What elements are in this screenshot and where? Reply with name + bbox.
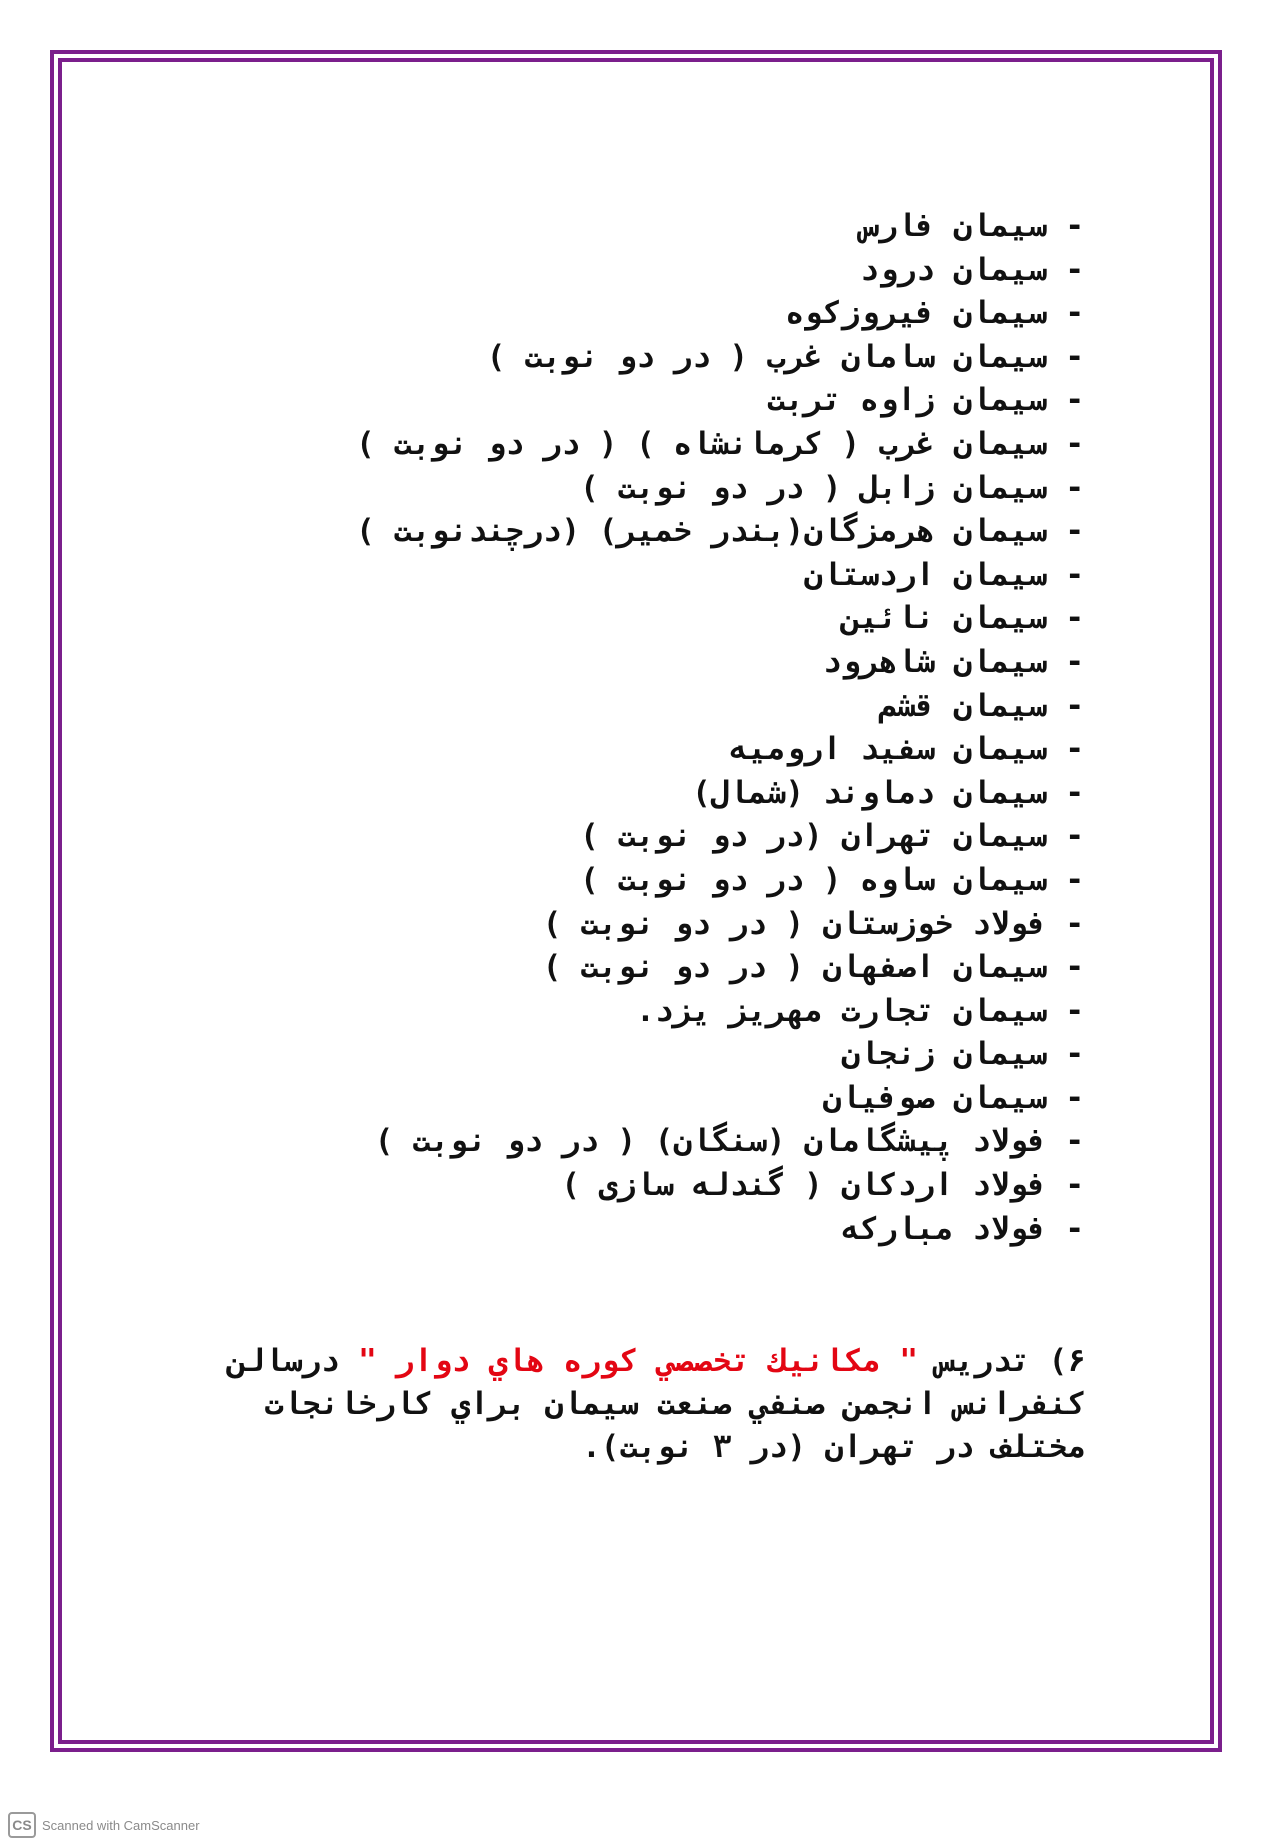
list-item: - سیمان هرمزگان(بندر خمیر) (درچندنوبت ): [356, 513, 1084, 550]
list-item: - سیمان اردستان: [804, 556, 1084, 593]
list-item: - سیمان تهران (در دو نوبت ): [580, 818, 1084, 855]
camscanner-label: Scanned with CamScanner: [42, 1817, 200, 1833]
camscanner-footer: [8, 1812, 200, 1838]
list-item: - سیمان ساوه ( در دو نوبت ): [580, 861, 1084, 898]
paragraph-highlight: " مكانيك تخصصي كوره هاي دوار ": [358, 1343, 919, 1379]
list-item: - فولاد مبارکه: [841, 1210, 1084, 1247]
list-item: - سیمان زاوه تربت: [766, 382, 1084, 419]
list-item: - سیمان فیروزکوه: [785, 295, 1084, 332]
list-item: - سیمان سامان غرب ( در دو نوبت ): [486, 338, 1084, 375]
list-item: - سیمان تجارت مهریز یزد.: [636, 992, 1084, 1029]
list-item: - سیمان زنجان: [841, 1036, 1084, 1073]
paragraph-rest: درسالن كنفرانس انجمن صنفي صنعت سيمان براي كارخانجات مختلف در تهران (در ٣ نوبت).: [227, 1343, 1086, 1465]
teaching-paragraph: [186, 1340, 1086, 1469]
list-item: - سیمان قشم: [878, 687, 1084, 724]
list-item: - سیمان غرب ( کرمانشاه ) ( در دو نوبت ): [356, 425, 1084, 462]
list-item: - سیمان دماوند (شمال): [692, 774, 1084, 811]
list-item: - سیمان اصفهان ( در دو نوبت ): [542, 949, 1084, 986]
camscanner-logo-icon: CS: [8, 1812, 36, 1838]
list-item: - فولاد اردکان ( گندله سازی ): [561, 1167, 1084, 1204]
company-list: [184, 205, 1084, 1251]
list-item: - سیمان شاهرود: [822, 643, 1084, 680]
list-item: - سیمان صوفیان: [822, 1079, 1084, 1116]
list-item: - فولاد خوزستان ( در دو نوبت ): [542, 905, 1084, 942]
list-item: - سیمان زابل ( در دو نوبت ): [580, 469, 1084, 506]
list-item: - سیمان نائین: [841, 600, 1084, 637]
paragraph-prefix: ۶) تدریس: [918, 1343, 1086, 1379]
list-item: - سیمان فارس: [860, 208, 1084, 244]
list-item: - سیمان درود: [860, 251, 1084, 288]
list-item: - سیمان سفید ارومیه: [729, 731, 1084, 768]
list-item: - فولاد پیشگامان (سنگان) ( در دو نوبت ): [374, 1123, 1084, 1160]
